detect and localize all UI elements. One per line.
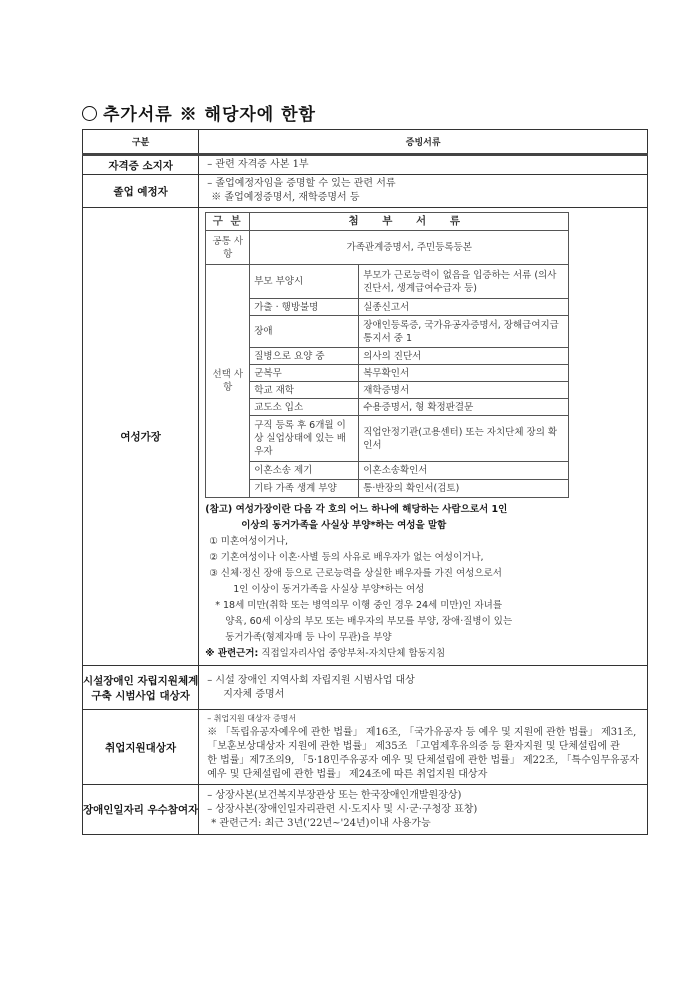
optional-item: 군복무	[250, 365, 359, 382]
row-label: 취업지원대상자	[83, 710, 199, 785]
optional-docs: 장애인등록증, 국가유공자증명서, 장해급여지급통지서 중 1	[359, 316, 569, 348]
section-heading-text: 추가서류 ※ 해당자에 한함	[103, 105, 316, 125]
inner-row-optional	[206, 299, 569, 316]
note-title: (참고) 여성가장이란 다음 각 호의 어느 하나에 해당하는 사람으로서 1인	[205, 504, 508, 515]
row-content: – 졸업예정자임을 증명할 수 있는 관련 서류 ※ 졸업예정증명서, 재학증명서 등	[199, 175, 648, 208]
table-row-facility-disabled	[83, 666, 648, 710]
optional-docs: 의사의 진단서	[359, 348, 569, 365]
table-row-graduate	[83, 175, 648, 208]
row-label: 졸업 예정자	[83, 175, 199, 208]
optional-docs: 통·반장의 확인서(검토)	[359, 480, 569, 498]
common-value: 가족관계증명서, 주민등록등본	[250, 231, 569, 265]
table-row-certificate	[83, 155, 648, 175]
female-head-documents-table	[205, 212, 569, 498]
optional-item: 부모 부양시	[250, 265, 359, 299]
table-row-disabled-jobs-award	[83, 785, 648, 835]
optional-docs: 이혼소송확인서	[359, 462, 569, 480]
inner-header-documents: 첨 부 서 류	[250, 213, 569, 231]
optional-docs: 수용증명서, 형 확정판결문	[359, 399, 569, 416]
female-head-note: (참고) 여성가장이란 다음 각 호의 어느 하나에 해당하는 사람으로서 1인 이상의 동거가족을 사실상 부양*하는 여성을 말함 ① 미혼여성이거나, ② 기혼여성이나 이혼·사별 등의 사유로 배우자가 없는 여성이거나, ③ 신체·정신 장애 등으로 근로능력을 상실한 배우자를 가진 여성으로서 1인 이상이 동거가족을 사실상 부양*하는 여성 * 18세 미만(취학 또는 병역의무 이행 중인 경우 24세 미만)인 자녀를 양육, 60세 이상의 부모 또는 배우자의 부모를 부양, 장애·질병이 있는 동거가족(형제자매 등 나이 무관)을 부양 ※ 관련근거: 직접일자리사업 중앙부처-자치단체 합동지침	[199, 500, 647, 665]
inner-header-row	[206, 213, 569, 231]
note-item: 1인 이상이 동거가족을 사실상 부양*하는 여성	[233, 584, 425, 595]
inner-header-category: 구 분	[206, 213, 250, 231]
optional-item: 구직 등록 후 6개월 이상 실업상태에 있는 배우자	[250, 416, 359, 462]
note-item: ② 기혼여성이나 이혼·사별 등의 사유로 배우자가 없는 여성이거나,	[209, 552, 484, 563]
row-content: – 관련 자격증 사본 1부	[199, 155, 648, 175]
note-footnote: 양육, 60세 이상의 부모 또는 배우자의 부모를 부양, 장애·질병이 있는	[225, 616, 513, 627]
documents-table	[82, 129, 648, 835]
row-content: – 상장사본(보건복지부장관상 또는 한국장애인개발원장상) – 상장사본(장애인일자리관련 시·도지사 및 시·군·구청장 표창) * 관련근거: 최근 3년('22년~'24년)이내 사용가능	[199, 785, 648, 835]
optional-item: 질병으로 요양 중	[250, 348, 359, 365]
row-label: 시설장애인 자립지원체계 구축 시범사업 대상자	[83, 666, 199, 710]
optional-docs: 실종신고서	[359, 299, 569, 316]
note-item: ① 미혼여성이거나,	[209, 536, 289, 547]
note-basis: ※ 관련근거: 직접일자리사업 중앙부처-자치단체 합동지침	[205, 648, 446, 659]
optional-item: 장애	[250, 316, 359, 348]
header-category: 구분	[83, 130, 199, 155]
section-heading	[82, 100, 316, 125]
table-row-employment-support	[83, 710, 648, 785]
optional-docs: 재학증명서	[359, 382, 569, 399]
optional-docs: 복무확인서	[359, 365, 569, 382]
note-footnote: 동거가족(형제자매 등 나이 무관)을 부양	[225, 632, 392, 643]
optional-label: 선택 사항	[206, 265, 250, 498]
optional-item: 가출 · 행방불명	[250, 299, 359, 316]
inner-row-optional	[206, 365, 569, 382]
note-footnote: * 18세 미만(취학 또는 병역의무 이행 중인 경우 24세 미만)인 자녀를	[215, 600, 503, 611]
common-label: 공통 사항	[206, 231, 250, 265]
inner-row-optional	[206, 480, 569, 498]
inner-row-optional	[206, 348, 569, 365]
inner-row-optional	[206, 462, 569, 480]
inner-row-optional	[206, 416, 569, 462]
row-content: – 시설 장애인 지역사회 자립지원 시범사업 대상 지자체 증명서	[199, 666, 648, 710]
table-header-row	[83, 130, 648, 155]
row-label: 자격증 소지자	[83, 155, 199, 175]
row-label: 여성가장	[83, 208, 199, 666]
circle-bullet-icon	[82, 106, 97, 121]
optional-item: 학교 재학	[250, 382, 359, 399]
optional-docs: 부모가 근로능력이 없음을 입증하는 서류 (의사진단서, 생계급여수급자 등)	[359, 265, 569, 299]
note-item: ③ 신체·정신 장애 등으로 근로능력을 상실한 배우자를 가진 여성으로서	[209, 568, 502, 579]
inner-row-optional	[206, 382, 569, 399]
inner-row-optional	[206, 399, 569, 416]
row-content	[199, 208, 648, 666]
optional-docs: 직업안정기관(고용센터) 또는 자치단체 장의 확인서	[359, 416, 569, 462]
inner-row-optional	[206, 265, 569, 299]
table-row-female-head	[83, 208, 648, 666]
header-documents: 증빙서류	[199, 130, 648, 155]
row-label: 장애인일자리 우수참여자	[83, 785, 199, 835]
inner-row-optional	[206, 316, 569, 348]
optional-item: 이혼소송 제기	[250, 462, 359, 480]
row-content: – 취업지원 대상자 증명서 ※ 「독립유공자예우에 관한 법률」 제16조, 「국가유공자 등 예우 및 지원에 관한 법률」 제31조, 「보훈보상대상자 지원에 관한 법률」 제35조 「고엽제후유의증 등 환자지원 및 단체설립에 관 한 법률」제7조의9, 「5·18민주유공자 예우 및 단체설립에 관한 법률」 제22조, 「특수임무유공자 예우 및 단체설립에 관한 법률」 제24조에 따른 취업지원 대상자	[199, 710, 648, 785]
optional-item: 교도소 입소	[250, 399, 359, 416]
inner-row-common	[206, 231, 569, 265]
optional-item: 기타 가족 생계 부양	[250, 480, 359, 498]
